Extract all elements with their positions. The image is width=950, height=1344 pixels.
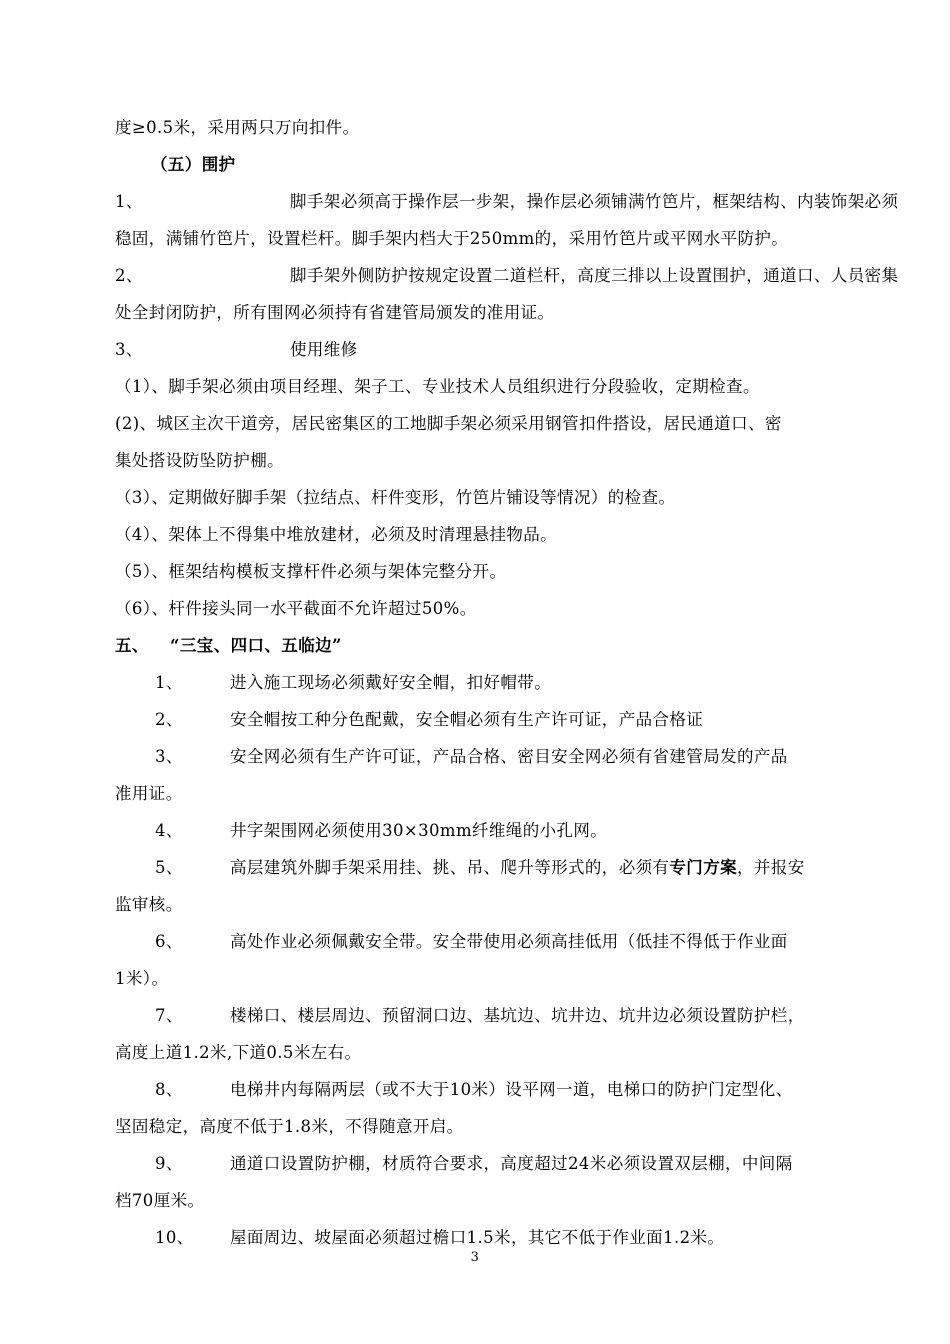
item-number: 6、 xyxy=(155,932,183,951)
list-item-7-line-2: 高度上道1.2米,下道0.5米左右。 xyxy=(115,1043,362,1062)
sub-item-2-line-1: (2)、城区主次干道旁，居民密集区的工地脚手架必须采用钢管扣件搭设，居民通道口、密 xyxy=(115,414,782,433)
item-text: 安全网必须有生产许可证，产品合格、密目安全网必须有省建管局发的产品 xyxy=(230,747,788,766)
list-item-6-line-2: 1米）。 xyxy=(115,969,169,988)
item-1-line-1 xyxy=(115,191,899,213)
item-number: 1、 xyxy=(155,673,183,692)
item-text: 安全帽按工种分色配戴，安全帽必须有生产许可证，产品合格证 xyxy=(230,710,704,729)
item-text: 脚手架外侧防护按规定设置二道栏杆，高度三排以上设置围护，通道口、人员密集 xyxy=(290,266,899,285)
item-2-line-1 xyxy=(115,265,899,287)
item-text xyxy=(230,857,805,879)
item-text: 电梯井内每隔两层（或不大于10米）设平网一道，电梯口的防护门定型化、 xyxy=(230,1080,793,1099)
list-item-9-line-2: 档70厘米。 xyxy=(115,1191,205,1210)
heading-number: 五、 xyxy=(115,636,149,655)
item-text-part: ，并报安 xyxy=(737,858,805,877)
item-text: 使用维修 xyxy=(290,340,358,359)
heading-title: “三宝、四口、五临边” xyxy=(170,636,342,655)
section-heading-weihu: （五）围护 xyxy=(151,155,236,174)
list-item-3-line-2: 准用证。 xyxy=(115,784,183,803)
item-number: 2、 xyxy=(115,266,143,285)
item-2-line-2: 处全封闭防护，所有围网必须持有省建管局颁发的准用证。 xyxy=(115,303,555,322)
item-text: 屋面周边、坡屋面必须超过檐口1.5米，其它不低于作业面1.2米。 xyxy=(230,1228,725,1247)
item-number: 4、 xyxy=(155,821,183,840)
list-item-5-line-2: 监审核。 xyxy=(115,895,183,914)
sub-item-5: （5）、框架结构模板支撑杆件必须与架体完整分开。 xyxy=(115,562,507,581)
section-heading-five xyxy=(115,635,855,657)
item-number: 7、 xyxy=(155,1006,183,1025)
sub-item-4: （4）、架体上不得集中堆放建材，必须及时清理悬挂物品。 xyxy=(115,525,558,544)
sub-item-2-line-2: 集处搭设防坠防护棚。 xyxy=(115,451,284,470)
item-text: 脚手架必须高于操作层一步架，操作层必须铺满竹笆片，框架结构、内装饰架必须 xyxy=(290,192,899,211)
bold-term: 专门方案 xyxy=(669,858,738,877)
item-text: 进入施工现场必须戴好安全帽，扣好帽带。 xyxy=(230,673,552,692)
item-number: 10、 xyxy=(155,1228,194,1247)
page-number: 3 xyxy=(470,1250,480,1265)
sub-item-6: （6）、杆件接头同一水平截面不允许超过50%。 xyxy=(115,599,477,618)
item-text: 楼梯口、楼层周边、预留洞口边、基坑边、坑井边、坑井边必须设置防护栏， xyxy=(230,1006,805,1025)
item-text: 井字架围网必须使用30×30mm纤维绳的小孔网。 xyxy=(230,821,608,840)
sub-item-1: （1）、脚手架必须由项目经理、架子工、专业技术人员组织进行分段验收，定期检查。 xyxy=(115,377,760,396)
item-number: 3、 xyxy=(115,340,143,359)
text-line: 度≥0.5米，采用两只万向扣件。 xyxy=(115,118,360,137)
item-text-part: 高层建筑外脚手架采用挂、挑、吊、爬升等形式的，必须有 xyxy=(230,858,670,877)
item-number: 2、 xyxy=(155,710,183,729)
item-number: 3、 xyxy=(155,747,183,766)
item-1-line-2: 稳固，满铺竹笆片，设置栏杆。脚手架内档大于250mm的，采用竹笆片或平网水平防护。 xyxy=(115,229,789,248)
item-number: 8、 xyxy=(155,1080,183,1099)
sub-item-3: （3）、定期做好脚手架（拉结点、杆件变形，竹笆片铺设等情况）的检查。 xyxy=(115,488,676,507)
item-3-line-1 xyxy=(115,339,855,361)
item-number: 1、 xyxy=(115,192,143,211)
item-text: 通道口设置防护棚，材质符合要求，高度超过24米必须设置双层棚，中间隔 xyxy=(230,1154,793,1173)
list-item-8-line-2: 坚固稳定，高度不低于1.8米，不得随意开启。 xyxy=(115,1117,464,1136)
item-number: 9、 xyxy=(155,1154,183,1173)
item-number: 5、 xyxy=(155,858,183,877)
item-text: 高处作业必须佩戴安全带。安全带使用必须高挂低用（低挂不得低于作业面 xyxy=(230,932,788,951)
